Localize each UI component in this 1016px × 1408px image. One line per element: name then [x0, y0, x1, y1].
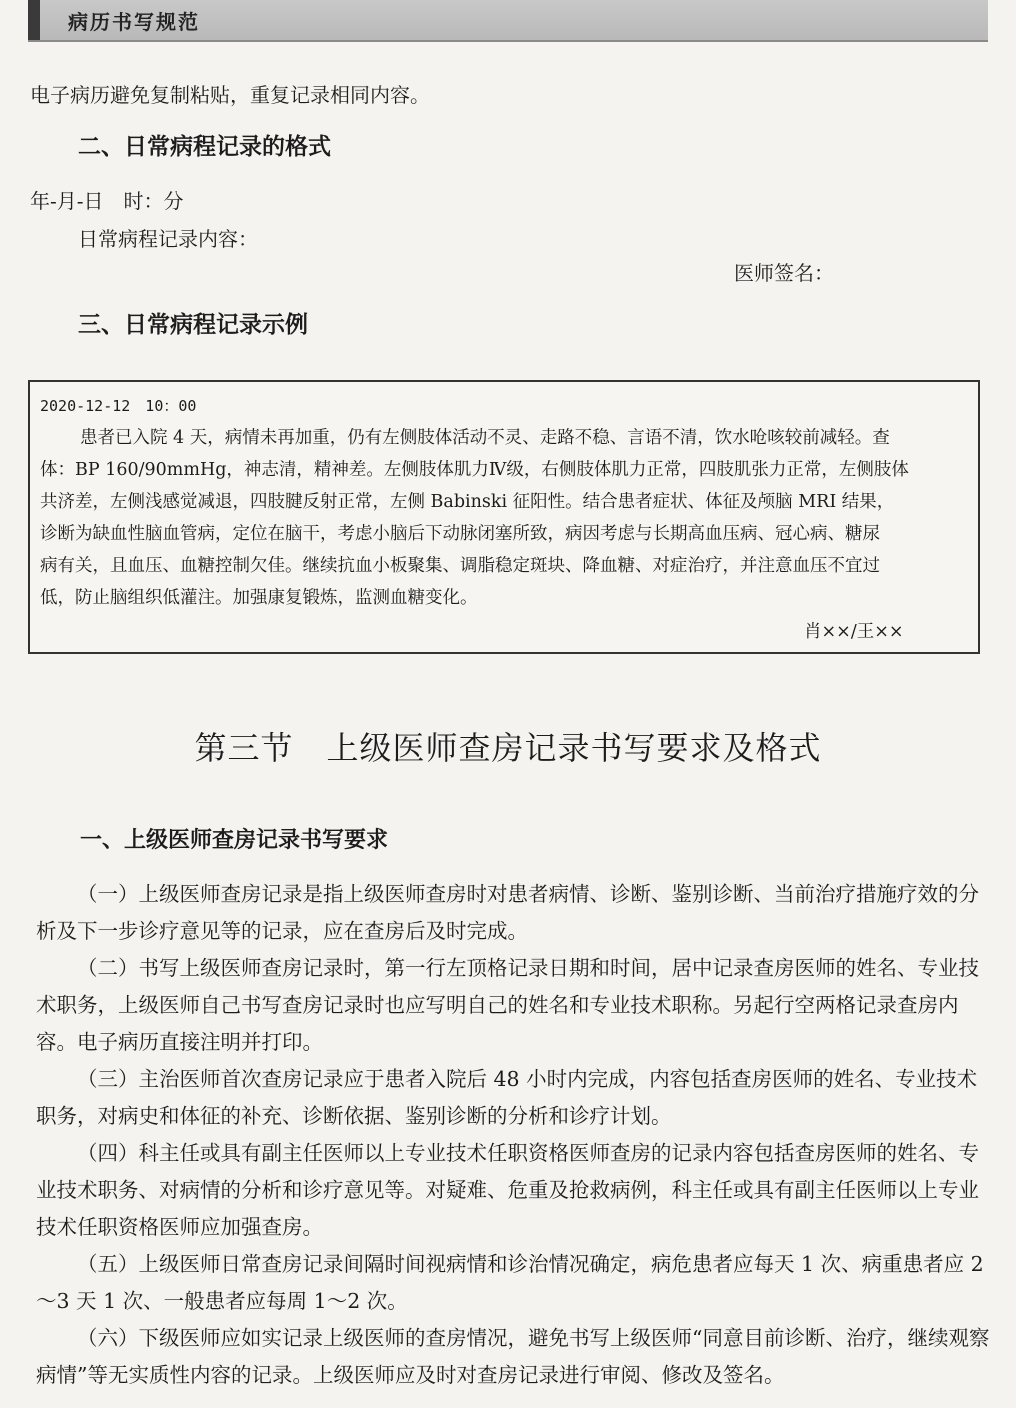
- example-line: 共济差，左侧浅感觉减退，四肢腱反射正常，左侧 Babinski 征阳性。结合患者症状、体征及颅脑 MRI 结果，: [40, 492, 895, 512]
- requirements-list: [36, 876, 991, 1394]
- example-line: 低，防止脑组织低灌注。加强康复锻炼，监测血糖变化。: [40, 588, 478, 608]
- requirement-paragraph: （二）书写上级医师查房记录时，第一行左顶格记录日期和时间，居中记录查房医师的姓名、专业技术职务，上级医师自己书写查房记录时也应写明自己的姓名和专业技术职称。另起行空两格记录查房内容。电子病历直接注明并打印。: [36, 956, 979, 1054]
- section3-heading: 三、日常病程记录示例: [78, 312, 308, 338]
- format-signature-label: 医师签名：: [734, 261, 834, 285]
- header-marker: [28, 0, 40, 40]
- requirement-paragraph: （六）下级医师应如实记录上级医师的查房情况，避免书写上级医师“同意目前诊断、治疗，继续观察病情”等无实质性内容的记录。上级医师应及时对查房记录进行审阅、修改及签名。: [36, 1326, 990, 1387]
- requirement-paragraph: （一）上级医师查房记录是指上级医师查房时对患者病情、诊断、鉴别诊断、当前治疗措施疗效的分析及下一步诊疗意见等的记录，应在查房后及时完成。: [36, 882, 979, 943]
- example-line: 病有关，且血压、血糖控制欠佳。继续抗血小板聚集、调脂稳定斑块、降血糖、对症治疗，并注意血压不宜过: [40, 556, 880, 576]
- example-line: 患者已入院 4 天，病情未再加重，仍有左侧肢体活动不灵、走路不稳、言语不清，饮水呛咳较前减轻。查: [80, 428, 890, 448]
- example-signature: 肖××/王××: [804, 622, 904, 642]
- sub-heading: 一、上级医师查房记录书写要求: [80, 828, 389, 853]
- example-line: 体：BP 160/90mmHg，神志清，精神差。左侧肢体肌力Ⅳ级，右侧肢体肌力正常，四肢肌张力正常，左侧肢体: [40, 460, 909, 480]
- example-datetime: 2020-12-12 10：00: [40, 397, 197, 415]
- example-line: 诊断为缺血性脑血管病，定位在脑干，考虑小脑后下动脉闭塞所致，病因考虑与长期高血压病、冠心病、糖尿: [40, 524, 880, 544]
- running-header: [28, 0, 988, 42]
- format-content-label: 日常病程记录内容：: [78, 227, 258, 251]
- running-header-title: 病历书写规范: [68, 10, 200, 34]
- section2-heading: 二、日常病程记录的格式: [78, 134, 331, 160]
- intro-line: 电子病历避免复制粘贴，重复记录相同内容。: [30, 83, 430, 107]
- requirement-paragraph: （四）科主任或具有副主任医师以上专业技术任职资格医师查房的记录内容包括查房医师的姓名、专业技术职务、对病情的分析和诊疗意见等。对疑难、危重及抢救病例，科主任或具有副主任医师以上专业技术任职资格医师应加强查房。: [36, 1141, 979, 1239]
- requirement-paragraph: （三）主治医师首次查房记录应于患者入院后 48 小时内完成，内容包括查房医师的姓名、专业技术职务，对病史和体征的补充、诊断依据、鉴别诊断的分析和诊疗计划。: [36, 1067, 978, 1128]
- format-datetime: 年-月-日 时：分: [30, 189, 184, 213]
- example-record-box: [28, 380, 980, 654]
- section-title: 第三节 上级医师查房记录书写要求及格式: [194, 729, 822, 767]
- requirement-paragraph: （五）上级医师日常查房记录间隔时间视病情和诊治情况确定，病危患者应每天 1 次、病重患者应 2～3 天 1 次、一般患者应每周 1～2 次。: [36, 1252, 984, 1313]
